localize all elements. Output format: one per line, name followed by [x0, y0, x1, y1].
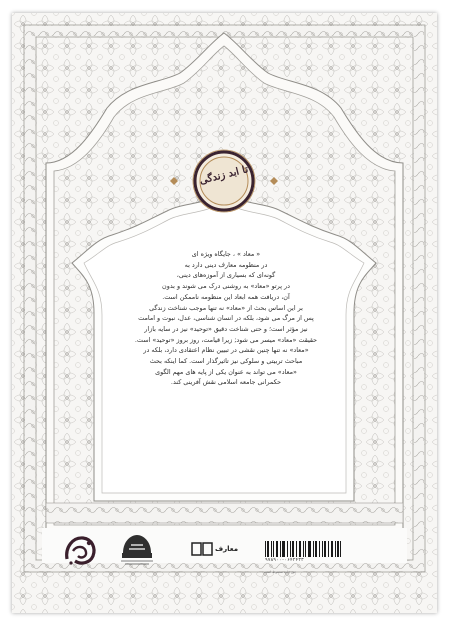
publisher-logo-right-icon	[59, 529, 101, 571]
body-text	[124, 249, 328, 388]
body-line: نیز مؤثر است؛ و حتی شناخت دقیق «توحید» نیز در سایه بازار	[144, 324, 308, 333]
body-line: بر این اساس بحث از «معاد» نه تنها موجب شناخت زندگی	[149, 303, 303, 312]
body-line: پس از مرگ می شود، بلکه در انسان شناسی، عدل، نبوت و امامت	[138, 314, 314, 323]
body-line: «معاد» می تواند به عنوان یکی از پایه های مهم الگوی	[155, 367, 297, 376]
emblem-title: تا ابد زندگی	[198, 164, 250, 187]
body-line: در پرتو «معاد» به روشنی درک می شوند و بدون	[162, 282, 290, 291]
book-back-cover	[12, 13, 437, 613]
isbn-number: ۹۷۸۹۰۰-۰۶۴۲۴۳۳	[265, 558, 304, 563]
publisher-name: معارف	[215, 545, 239, 553]
fine-print: حق چاپ محفوظ است	[264, 570, 297, 574]
publisher-logo-center-icon	[117, 531, 157, 569]
body-line: حقیقت «معاد» میسر می شود; زیرا قیامت، روز بروز «توحید» است.	[134, 335, 318, 344]
body-line: در منظومه معارف دینی دارد به	[184, 260, 268, 269]
body-line: « معاد » ، جایگاه ویژه ای	[191, 250, 261, 258]
body-line: آن، دریافت همه ابعاد این منظومه ناممکن است.	[162, 292, 290, 301]
body-line: حکمرانی جامعه اسلامی نقش آفرینی کند.	[170, 378, 282, 387]
barcode-bars	[264, 541, 342, 557]
body-line: «معاد» نه تنها چنین نقشی در تبیین نظام اعتقادی دارد، بلکه در	[143, 346, 309, 355]
body-line: گونه‌ای که بسیاری از آموزه‌های دینی،	[176, 271, 276, 280]
book-icon	[191, 542, 213, 556]
body-line: مباحث تربیتی و سلوکی نیز تاثیرگذار است. کما اینکه بحث	[149, 357, 303, 366]
